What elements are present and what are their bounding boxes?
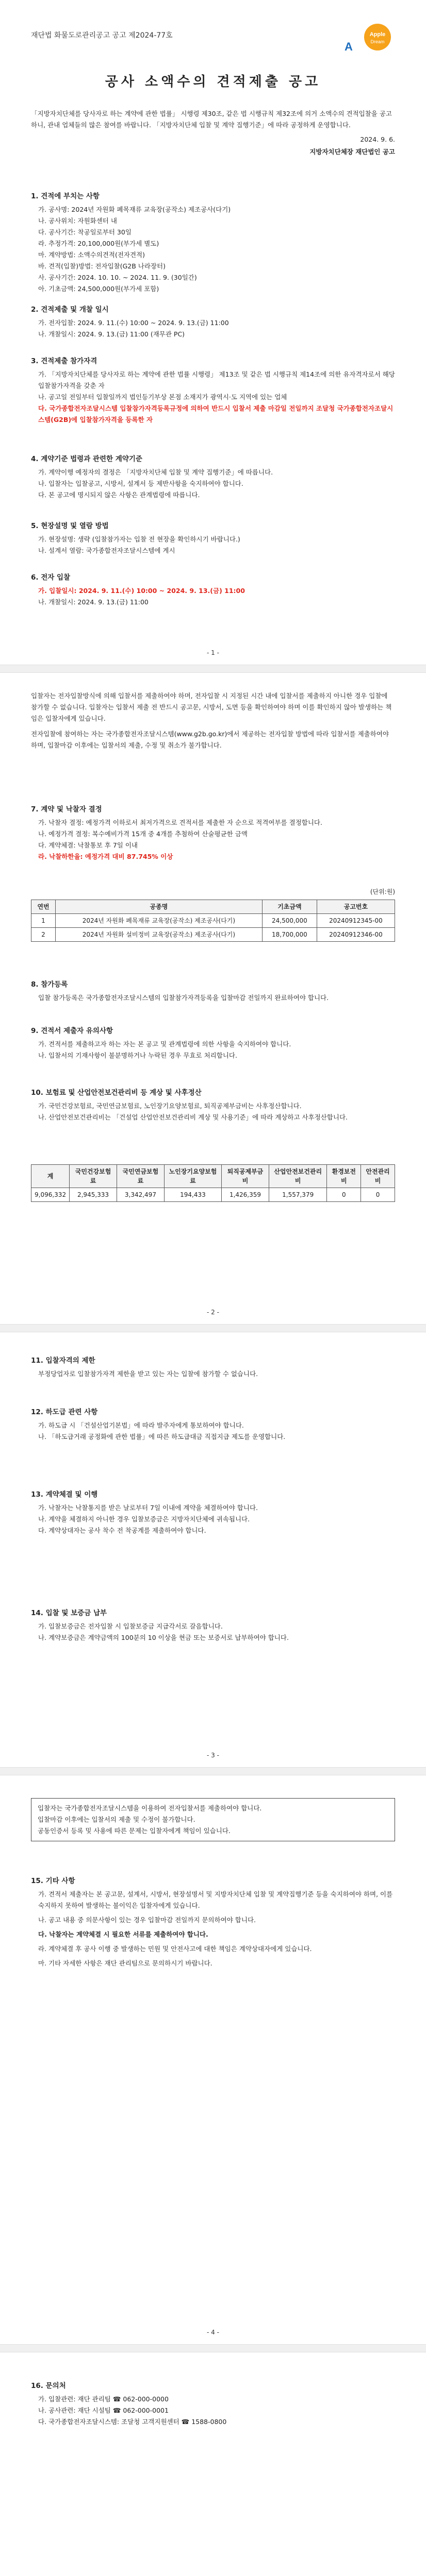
section-line: 가. 입찰보증금은 전자입찰 시 입찰보증금 지급각서로 갈음합니다.: [38, 1622, 223, 1630]
table-header: 공종명: [55, 900, 262, 914]
table-row: [31, 914, 395, 928]
table-cell: 0: [361, 1188, 395, 1202]
section-line: 라. 계약체결 후 공사 이행 중 발생하는 민원 및 안전사고에 대한 책임은 계약상대자에게 있습니다.: [38, 1945, 312, 1953]
section-line: 가. 현장설명: 생략 (입찰참가자는 입찰 전 현장을 확인하시기 바랍니다.): [38, 535, 240, 543]
table-cell: 20240912346-00: [317, 928, 395, 942]
section-title: 5. 현장설명 및 열람 방법: [31, 522, 109, 530]
section-line: 가. 계약이행 예정자의 결정은 「지방자치단체 입찰 및 계약 집행기준」에 따릅니다.: [38, 468, 273, 476]
section-16: [31, 2380, 395, 2428]
section-13: [31, 1489, 395, 1536]
box-line: 입찰자는 국가종합전자조달시스템을 이용하여 전자입찰서를 제출하여야 합니다.: [38, 1804, 262, 1812]
section-line: 바. 견적(입찰)방법: 전자입찰(G2B 나라장터): [38, 262, 166, 270]
table-cell: 20240912345-00: [317, 914, 395, 928]
contract-table: [31, 900, 395, 942]
paragraph: 전자입찰에 참여하는 자는 국가종합전자조달시스템(www.g2b.go.kr)에서 제공하는 전자입찰 방법에 따라 입찰서를 제출하여야 하며, 입찰마감 이후에는 입찰서의 제출, 수정 및 취소가 불가합니다.: [31, 730, 389, 749]
section-title: 7. 계약 및 낙찰자 결정: [31, 805, 102, 814]
section-line: 가. 견적서 제출자는 본 공고문, 설계서, 시방서, 현장설명서 및 지방자치단체 입찰 및 계약집행기준 등을 숙지하여야 하며, 이를 숙지하지 못하여 발생하는 불이익은 입찰자에게 있습니다.: [38, 1890, 393, 1909]
section-title: 10. 보험료 및 산업안전보건관리비 등 계상 및 사후정산: [31, 1089, 202, 1097]
section-line-highlight: 다. 국가종합전자조달시스템 입찰참가자격등록규정에 의하여 반드시 입찰서 제출 마감일 전일까지 조달청 국가종합전자조달시스템(G2B)에 입찰참가자격을 등록한 자: [38, 404, 394, 423]
table-header: 계: [31, 1165, 70, 1188]
section-title: 1. 견적에 부치는 사항: [31, 192, 100, 200]
section-line: 나. 공사위치: 자원화센터 내: [38, 217, 117, 225]
section-line: 다. 본 공고에 명시되지 않은 사항은 관계법령에 따릅니다.: [38, 491, 200, 499]
section-line: 마. 기타 자세한 사항은 재단 관리팀으로 문의하시기 바랍니다.: [38, 1959, 212, 1967]
section-line: 나. 계약보증금은 계약금액의 100분의 10 이상을 현금 또는 보증서로 납부하여야 합니다.: [38, 1634, 289, 1641]
notice-box: [31, 1798, 395, 1841]
page-separator: [0, 665, 426, 673]
section-8: [31, 979, 395, 1004]
section-line: 사. 공사기간: 2024. 10. 10. ~ 2024. 11. 9. (30일간): [38, 274, 197, 281]
intro-text: 「지방자치단체를 당사자로 하는 계약에 관한 법률」 시행령 제30조, 같은 법 시행규칙 제32조에 의거 소액수의 견적입찰을 공고하니, 관내 업체들의 많은 참여를 바랍니다. 「지방자치단체 입찰 및 계약 집행기준」에 따라 공정하게 운영합니다.: [31, 110, 392, 129]
intro-block: [31, 108, 395, 158]
section-12: [31, 1406, 395, 1443]
section-1: [31, 191, 395, 295]
section-title: 13. 계약체결 및 이행: [31, 1490, 98, 1499]
section-title: 16. 문의처: [31, 2382, 66, 2390]
section-15: [31, 1875, 395, 1969]
section-title: 15. 기타 사항: [31, 1877, 75, 1885]
table-cell: 2,945,333: [70, 1188, 117, 1202]
table-cell: 18,700,000: [262, 928, 317, 942]
section-line: 가. 낙찰자 결정: 예정가격 이하로서 최저가격으로 견적서를 제출한 자 순으로 적격여부를 결정합니다.: [38, 819, 322, 826]
section-line: 가. 「지방자치단체를 당사자로 하는 계약에 관한 법률 시행령」 제13조 및 같은 법 시행규칙 제14조에 의한 유자격자로서 해당 입찰참가자격을 갖춘 자: [38, 370, 395, 389]
table-header: 노인장기요양보험료: [164, 1165, 221, 1188]
table-header: 기초금액: [262, 900, 317, 914]
section-line: 가. 공사명: 2024년 자원화 폐목재류 교육장(공작소) 제조공사(다기): [38, 206, 231, 213]
section-9: [31, 1025, 395, 1061]
section-line: 나. 공고일 전일부터 입찰일까지 법인등기부상 본점 소재지가 광역시·도 지역에 있는 업체: [38, 393, 287, 401]
table-row: [31, 928, 395, 942]
section-14: [31, 1607, 395, 1643]
section-6: [31, 572, 395, 608]
section-11: [31, 1355, 395, 1380]
svg-text:Dream: Dream: [370, 39, 385, 44]
section-line: 입찰 참가등록은 국가종합전자조달시스템의 입찰참가자격등록을 입찰마감 전일까지 완료하여야 합니다.: [38, 994, 329, 1002]
section-line: 나. 입찰서의 기재사항이 불분명하거나 누락된 경우 무효로 처리합니다.: [38, 1052, 237, 1059]
section-line: 나. 예정가격 결정: 복수예비가격 15개 중 4개를 추첨하여 산술평균한 금액: [38, 830, 248, 838]
svg-text:Apple: Apple: [369, 31, 386, 38]
table-header: 국민연금보험료: [117, 1165, 164, 1188]
table-cell: 1,557,379: [269, 1188, 326, 1202]
section-title: 14. 입찰 및 보증금 납부: [31, 1609, 107, 1617]
table-header: 공고번호: [317, 900, 395, 914]
insurance-table: [31, 1164, 395, 1202]
section-5: [31, 520, 395, 556]
table-header: 국민건강보험료: [70, 1165, 117, 1188]
section-line: 나. 개찰일시: 2024. 9. 13.(금) 11:00 (재무관 PC): [38, 330, 185, 338]
section-line: 나. 산업안전보건관리비는 「건설업 산업안전보건관리비 계상 및 사용기준」에 따라 계상하고 사후정산합니다.: [38, 1113, 348, 1121]
document-header: [31, 14, 395, 102]
table-header-row: [31, 1165, 395, 1188]
page-separator: [0, 2344, 426, 2352]
table-cell: 3,342,497: [117, 1188, 164, 1202]
table-row: [31, 1188, 395, 1202]
section-line: 다. 공사기간: 착공일로부터 30일: [38, 228, 132, 236]
section-line: 아. 기초금액: 24,500,000원(부가세 포함): [38, 285, 159, 293]
page-number: - 4 -: [207, 2329, 219, 2336]
table-header: 환경보전비: [327, 1165, 361, 1188]
section-7: [31, 804, 395, 862]
section-title: 8. 참가등록: [31, 980, 68, 989]
section-line: 라. 추정가격: 20,100,000원(부가세 별도): [38, 240, 159, 247]
page-title: 공사 소액수의 견적제출 공고: [105, 74, 321, 90]
table-header-row: [31, 900, 395, 914]
section-line: 가. 견적서를 제출하고자 하는 자는 본 공고 및 관계법령에 의한 사항을 숙지하여야 합니다.: [38, 1040, 291, 1048]
table-header: 퇴직공제부금비: [222, 1165, 269, 1188]
box-line: 입찰마감 이후에는 입찰서의 제출 및 수정이 불가합니다.: [38, 1816, 195, 1823]
section-line: 가. 국민건강보험료, 국민연금보험료, 노인장기요양보험료, 퇴직공제부금비는 사후정산합니다.: [38, 1102, 302, 1110]
section-3: [31, 355, 395, 426]
section-4: [31, 453, 395, 501]
table-cell: 24,500,000: [262, 914, 317, 928]
svg-text:A: A: [345, 40, 353, 53]
section-line-highlight: 가. 입찰일시: 2024. 9. 11.(수) 10:00 ~ 2024. 9. 13.(금) 11:00: [38, 587, 245, 595]
table-cell: 9,096,332: [31, 1188, 70, 1202]
section-line: 나. 공고 내용 중 의문사항이 있는 경우 입찰마감 전일까지 문의하여야 합니다.: [38, 1916, 256, 1924]
table-unit-note: (단위:원): [370, 888, 395, 895]
notice-signer: 지방자치단체장 재단법인 공고: [309, 148, 395, 156]
section-line: 부정당업자로 입찰참가자격 제한을 받고 있는 자는 입찰에 참가할 수 없습니다.: [38, 1370, 258, 1378]
box-line: 공동인증서 등록 및 사용에 따른 문제는 입찰자에게 책임이 있습니다.: [38, 1827, 231, 1835]
table-header: 연번: [31, 900, 56, 914]
organization-logo: [328, 19, 395, 63]
section-line: 가. 입찰관련: 재단 관리팀 ☎ 062-000-0000: [38, 2395, 169, 2403]
section-line-highlight: 라. 낙찰하한율: 예정가격 대비 87.745% 이상: [38, 853, 173, 860]
section-line: 나. 계약을 체결하지 아니한 경우 입찰보증금은 지방자치단체에 귀속됩니다.: [38, 1515, 250, 1523]
section-title: 12. 하도급 관련 사항: [31, 1408, 98, 1416]
section-line: 나. 개찰일시: 2024. 9. 13.(금) 11:00: [38, 598, 149, 606]
paragraph: 입찰자는 전자입찰방식에 의해 입찰서를 제출하여야 하며, 전자입찰 시 지정된 시간 내에 입찰서를 제출하지 아니한 경우 입찰에 참가할 수 없습니다. 입찰자는 입찰서 제출 전 반드시 공고문, 시방서, 도면 등을 확인하여야 하며 이를 확인하지 않아 발생하는 책임은 입찰자에게 있습니다.: [31, 692, 392, 722]
page-separator: [0, 1767, 426, 1775]
notice-date: 2024. 9. 6.: [360, 135, 395, 143]
table-cell: 1,426,359: [222, 1188, 269, 1202]
section-line: 마. 계약방법: 소액수의견적(전자견적): [38, 251, 145, 259]
table-header: 산업안전보건관리비: [269, 1165, 326, 1188]
section-title: 2. 견적제출 및 개찰 일시: [31, 306, 109, 314]
section-line: 가. 하도급 시 「건설산업기본법」에 따라 발주자에게 통보하여야 합니다.: [38, 1421, 244, 1429]
section-line: 다. 국가종합전자조달시스템: 조달청 고객지원센터 ☎ 1588-0800: [38, 2418, 227, 2426]
page-number: - 2 -: [207, 1309, 219, 1316]
section-line: 가. 전자입찰: 2024. 9. 11.(수) 10:00 ~ 2024. 9. 13.(금) 11:00: [38, 319, 229, 327]
page-number: - 1 -: [207, 649, 219, 656]
page2-intro: [31, 690, 395, 751]
table-cell: 0: [327, 1188, 361, 1202]
section-2: [31, 304, 395, 340]
table-cell: 2: [31, 928, 56, 942]
table-cell: 194,433: [164, 1188, 221, 1202]
page-number: - 3 -: [207, 1752, 219, 1759]
table-header: 안전관리비: [361, 1165, 395, 1188]
section-title: 3. 견적제출 참가자격: [31, 357, 97, 365]
insurance-table-block: [31, 1164, 395, 1202]
table-cell: 2024년 자원화 설비정비 교육장(공작소) 제조공사(다기): [55, 928, 262, 942]
contract-table-block: [31, 886, 395, 942]
section-title: 6. 전자 입찰: [31, 573, 71, 582]
section-line: 나. 공사관련: 재단 시설팀 ☎ 062-000-0001: [38, 2406, 169, 2414]
section-line: 나. 입찰자는 입찰공고, 시방서, 설계서 등 제반사항을 숙지하여야 합니다.: [38, 480, 243, 487]
section-line-emphasis: 다. 낙찰자는 계약체결 시 필요한 서류를 제출하여야 합니다.: [38, 1930, 208, 1938]
section-line: 나. 설계서 열람: 국가종합전자조달시스템에 게시: [38, 547, 175, 554]
section-10: [31, 1087, 395, 1123]
section-line: 가. 낙찰자는 낙찰통지를 받은 날로부터 7일 이내에 계약을 체결하여야 합니다.: [38, 1504, 258, 1512]
table-cell: 1: [31, 914, 56, 928]
notice-box-block: [31, 1798, 395, 1841]
page-separator: [0, 1324, 426, 1332]
section-line: 다. 계약상대자는 공사 착수 전 착공계를 제출하여야 합니다.: [38, 1527, 206, 1534]
section-title: 4. 계약기준 법령과 관련한 계약기준: [31, 455, 142, 463]
notice-number: 재단법 화물도로관리공고 공고 제2024-77호: [31, 31, 173, 40]
section-line: 나. 「하도급거래 공정화에 관한 법률」에 따른 하도급대금 직접지급 제도를 운영합니다.: [38, 1433, 286, 1440]
table-cell: 2024년 자원화 폐목재류 교육장(공작소) 제조공사(다기): [55, 914, 262, 928]
section-title: 9. 견적서 제출자 유의사항: [31, 1027, 113, 1035]
section-line: 다. 계약체결: 낙찰통보 후 7일 이내: [38, 841, 138, 849]
section-title: 11. 입찰자격의 제한: [31, 1357, 95, 1365]
